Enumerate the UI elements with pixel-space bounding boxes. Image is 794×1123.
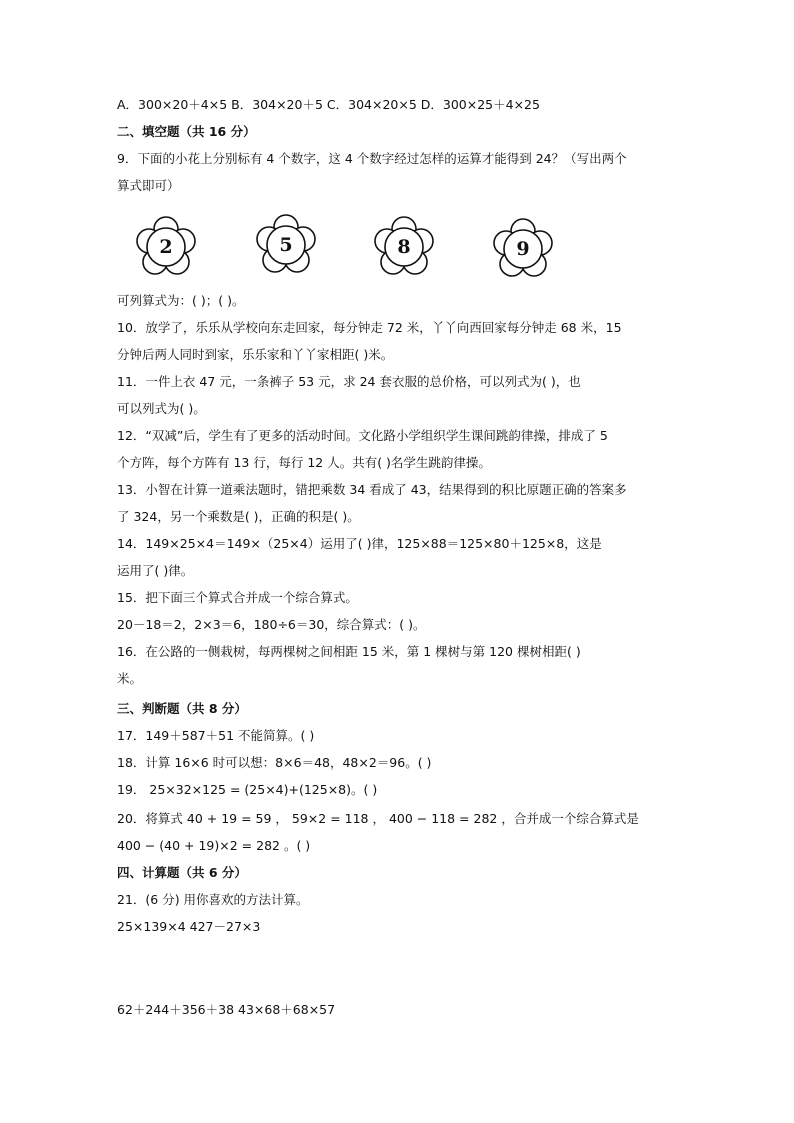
q10-line1: 10．放学了，乐乐从学校向东走回家，每分钟走 72 米，丫丫向西回家每分钟走 68 米，15 bbox=[117, 320, 622, 335]
flower-1 bbox=[134, 215, 198, 279]
flower-3 bbox=[372, 215, 436, 279]
q12-line1: 12．“双减”后，学生有了更多的活动时间。文化路小学组织学生课间跳韵律操，排成了 5 bbox=[117, 428, 608, 443]
q11-line1: 11．一件上衣 47 元，一条裤子 53 元，求 24 套衣服的总价格，可以列式为( )，也 bbox=[117, 374, 581, 389]
q15-line2: 20－18＝2，2×3＝6，180÷6＝30，综合算式：( )。 bbox=[117, 617, 426, 632]
q11-line2: 可以列式为( )。 bbox=[117, 401, 206, 416]
q16-line1: 16．在公路的一侧栽树，每两棵树之间相距 15 米，第 1 棵树与第 120 棵树相距( ) bbox=[117, 644, 581, 659]
q15-line1: 15．把下面三个算式合并成一个综合算式。 bbox=[117, 590, 358, 605]
q16-line2: 米。 bbox=[117, 671, 143, 686]
flower-2 bbox=[254, 213, 318, 277]
q14-line1: 14．149×25×4＝149×（25×4）运用了( )律，125×88＝125×80＋125×8，这是 bbox=[117, 536, 602, 551]
section-3-heading: 三、判断题（共 8 分） bbox=[117, 701, 247, 716]
q9-line1: 9．下面的小花上分别标有 4 个数字，这 4 个数字经过怎样的运算才能得到 24？（写出两个 bbox=[117, 151, 627, 166]
q20-line2: 400 − (40 + 19)×2 = 282 。( ) bbox=[117, 838, 311, 853]
flower-number: 5 bbox=[279, 234, 293, 256]
q8-options: A．300×20＋4×5 B．304×20＋5 C．304×20×5 D．300×25＋4×25 bbox=[117, 97, 540, 112]
flower-number: 2 bbox=[159, 236, 173, 258]
q17: 17．149＋587＋51 不能简算。( ) bbox=[117, 728, 315, 743]
q21-row1: 25×139×4 427－27×3 bbox=[117, 919, 261, 934]
section-2-heading: 二、填空题（共 16 分） bbox=[117, 124, 256, 139]
flower-4 bbox=[491, 217, 555, 281]
q21-intro: 21．(6 分) 用你喜欢的方法计算。 bbox=[117, 892, 309, 907]
q9-answer: 可列算式为：( )；( )。 bbox=[117, 293, 245, 308]
q12-line2: 个方阵，每个方阵有 13 行，每行 12 人。共有( )名学生跳韵律操。 bbox=[117, 455, 491, 470]
q10-line2: 分钟后两人同时到家，乐乐家和丫丫家相距( )米。 bbox=[117, 347, 394, 362]
q13-line2: 了 324，另一个乘数是( )，正确的积是( )。 bbox=[117, 509, 360, 524]
q19: 19． 25×32×125 = (25×4)+(125×8)。( ) bbox=[117, 782, 378, 797]
q20-line1: 20．将算式 40 + 19 = 59 ， 59×2 = 118 ， 400 − 118 = 282 ，合并成一个综合算式是 bbox=[117, 811, 639, 826]
q9-line2: 算式即可） bbox=[117, 178, 180, 193]
q13-line1: 13．小智在计算一道乘法题时，错把乘数 34 看成了 43，结果得到的积比原题正确的答案多 bbox=[117, 482, 627, 497]
q14-line2: 运用了( )律。 bbox=[117, 563, 194, 578]
flower-number: 8 bbox=[397, 236, 411, 258]
flower-number: 9 bbox=[516, 238, 530, 260]
q21-row2: 62＋244＋356＋38 43×68＋68×57 bbox=[117, 1002, 336, 1017]
section-4-heading: 四、计算题（共 6 分） bbox=[117, 865, 247, 880]
q18: 18．计算 16×6 时可以想：8×6＝48，48×2＝96。( ) bbox=[117, 755, 432, 770]
